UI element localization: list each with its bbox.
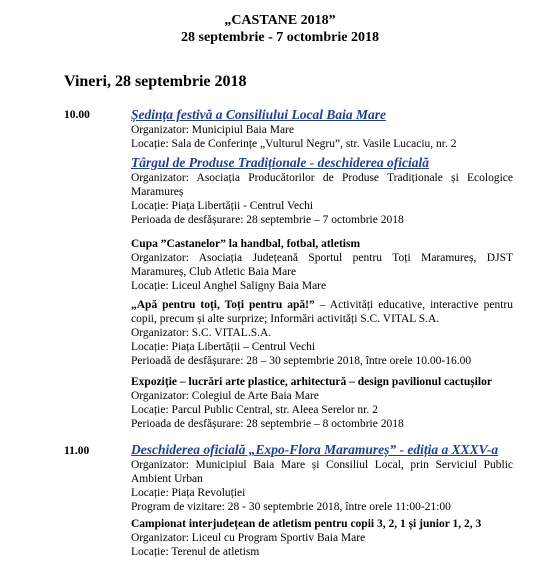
event-item [131,237,513,293]
event-location: Locație: Parcul Public Central, str. Aleea Serelor nr. 2 [131,404,378,416]
event-organizer: Organizator: Liceul cu Program Sportiv Baia Mare [131,532,366,544]
event-schedule: Program de vizitare: 28 - 30 septembrie 2018, între orele 11:00-21:00 [131,501,451,513]
event-period: Perioada de desfășurare: 28 septembrie – 7 octombrie 2018 [131,214,404,226]
event-organizer: Organizator: Asociația Județeană Sportul pentru Toți Maramureș, DJST Maramureș, Club Atletic Baia Mare [131,252,513,278]
event-title: Ședința festivă a Consiliului Local Baia Mare [131,107,387,122]
event-title: „Apă pentru toți, Toți pentru apă!” [131,299,315,311]
event-title: Expoziție – lucrări arte plastice, arhitectură – design pavilionul cactușilor [131,376,492,388]
event-title: Cupa ”Castanelor” la handbal, fotbal, atletism [131,238,361,250]
event-title: Deschiderea oficială „Expo-Flora Maramureș” - ediția a XXXV-a [131,442,499,457]
event-item [131,517,513,559]
event-item [131,154,513,227]
event-organizer: Organizator: Municipiul Baia Mare și Consiliul Local, prin Serviciul Public Ambient Urban [131,459,513,485]
event-title: Târgul de Produse Tradiționale - deschiderea oficială [131,155,429,170]
event-title: Campionat interjudețean de atletism pentru copii 3, 2, 1 și junior 1, 2, 3 [131,518,482,530]
event-organizer: Organizator: Municipiul Baia Mare [131,124,294,136]
event-title-rest: – Activități educative, interactive pentru copii, precum și alte surprize; Informări activități S.C. VITAL S.A. [131,299,513,325]
event-location: Locație: Sala de Conferințe „Vulturul Negru”, str. Vasile Lucaciu, nr. 2 [131,138,457,150]
event-location: Locație: Piața Revoluției [131,487,246,499]
event-period: Perioadă de desfășurare: 28 – 30 septembrie 2018, între orele 10.00-16.00 [131,355,472,367]
event-item [131,375,513,431]
event-location: Locație: Piața Libertății - Centrul Vechi [131,200,314,212]
event-location: Locație: Liceul Anghel Saligny Baia Mare [131,280,327,292]
event-organizer: Organizator: S.C. VITAL.S.A. [131,327,272,339]
event-item [131,298,513,368]
day-heading: Vineri, 28 septembrie 2018 [64,73,247,90]
time-slot: 11.00 [64,445,90,457]
program-dates: 28 septembrie - 7 octombrie 2018 [181,30,379,45]
time-slot: 10.00 [64,109,90,121]
event-location: Locație: Terenul de atletism [131,546,260,558]
event-item [131,441,513,514]
event-description [131,298,513,326]
event-period: Perioada de desfășurare: 28 septembrie – 8 octombrie 2018 [131,418,404,430]
program-title: „CASTANE 2018” [224,13,336,28]
event-organizer: Organizator: Asociația Producătorilor de Produse Tradiționale și Ecologice Maramureș [131,172,513,198]
event-item [131,106,513,151]
event-location: Locație: Piața Libertății – Centrul Vechi [131,341,316,353]
event-organizer: Organizator: Colegiul de Arte Baia Mare [131,390,319,402]
